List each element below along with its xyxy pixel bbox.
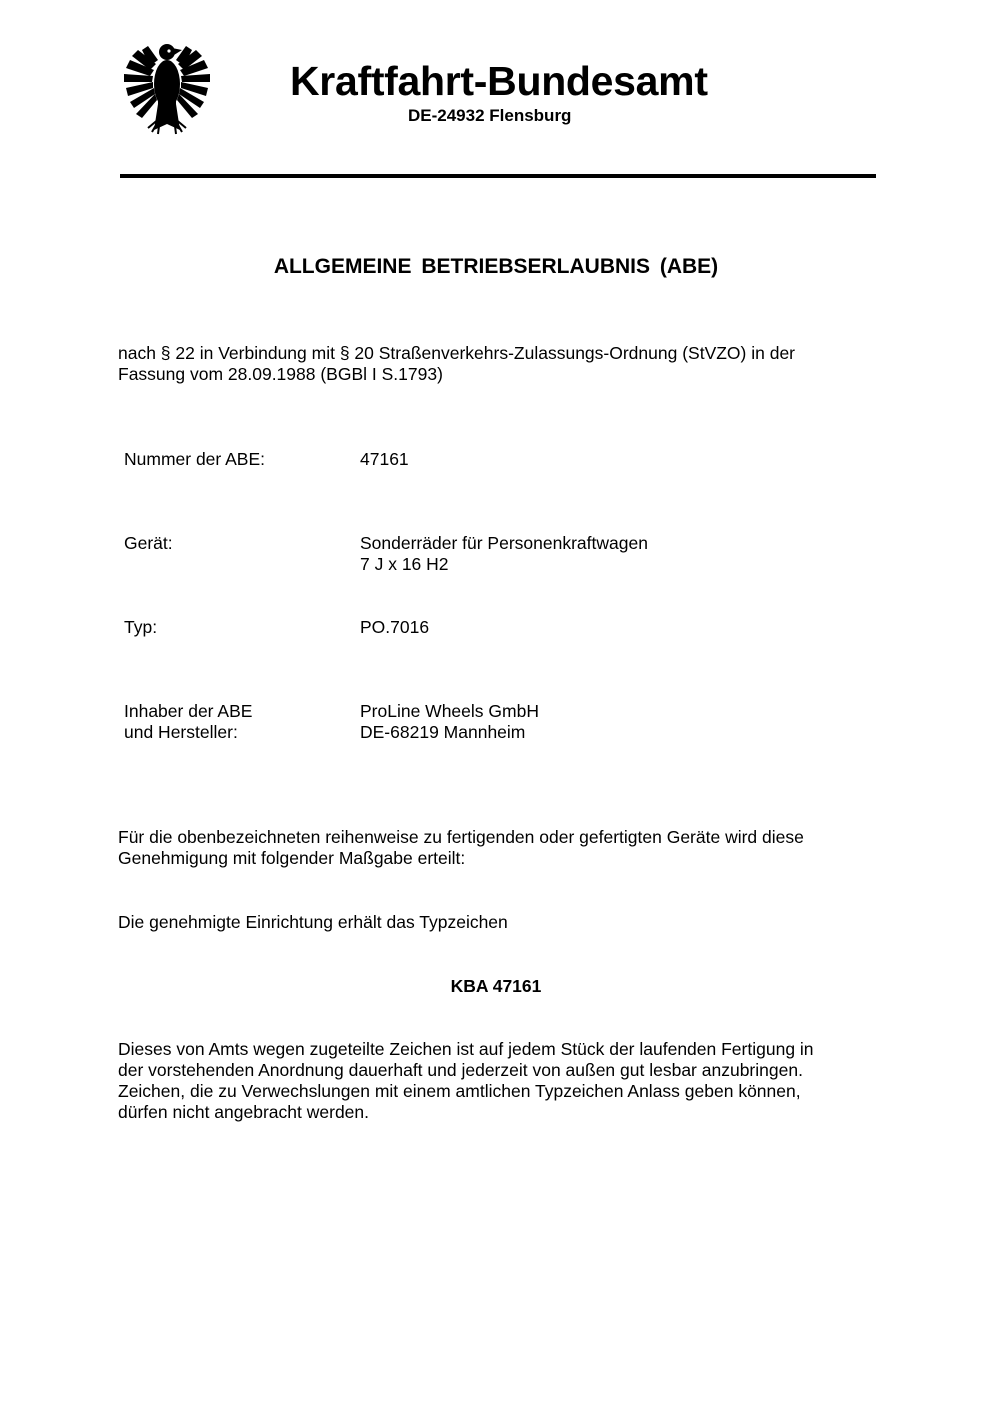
type-value: PO.7016: [360, 617, 430, 637]
abe-number-label: Nummer der ABE:: [124, 449, 266, 469]
document-title: ALLGEMEINE BETRIEBSERLAUBNIS (ABE): [273, 255, 719, 278]
type-label: Typ:: [124, 617, 158, 637]
marking-rules-line: dürfen nicht angebracht werden.: [118, 1102, 369, 1122]
marking-rules-line: Dieses von Amts wegen zugeteilte Zeichen ist auf jedem Stück der laufenden Fertigung in: [118, 1039, 814, 1059]
abe-number-value: 47161: [360, 449, 409, 469]
approval-line: Für die obenbezeichneten reihenweise zu fertigenden oder gefertigten Geräte wird diese: [118, 827, 804, 847]
type-mark-intro: Die genehmigte Einrichtung erhält das Typzeichen: [118, 912, 508, 932]
holder-value-line: DE-68219 Mannheim: [360, 722, 526, 742]
device-value: [360, 533, 648, 575]
federal-eagle-icon: [120, 40, 214, 138]
marking-rules-paragraph: [118, 1039, 878, 1123]
device-value-line: 7 J x 16 H2: [360, 554, 449, 574]
holder-label: [124, 701, 252, 743]
legal-basis-line: Fassung vom 28.09.1988 (BGBl I S.1793): [118, 364, 443, 384]
approval-paragraph: [118, 827, 878, 869]
approval-line: Genehmigung mit folgender Maßgabe erteilt:: [118, 848, 466, 868]
holder-value: [360, 701, 539, 743]
agency-address: DE-24932 Flensburg: [408, 106, 572, 125]
agency-name: Kraftfahrt-Bundesamt: [290, 58, 708, 104]
holder-value-line: ProLine Wheels GmbH: [360, 701, 539, 721]
holder-label-line: Inhaber der ABE: [124, 701, 253, 721]
holder-label-line: und Hersteller:: [124, 722, 238, 742]
device-value-line: Sonderräder für Personenkraftwagen: [360, 533, 648, 553]
marking-rules-line: Zeichen, die zu Verwechslungen mit einem amtlichen Typzeichen Anlass geben können,: [118, 1081, 801, 1101]
legal-basis-paragraph: [118, 343, 878, 385]
device-label: Gerät:: [124, 533, 173, 553]
legal-basis-line: nach § 22 in Verbindung mit § 20 Straßenverkehrs-Zulassungs-Ordnung (StVZO) in der: [118, 343, 796, 363]
header-divider: [120, 174, 876, 178]
type-mark: KBA 47161: [450, 976, 542, 996]
marking-rules-line: der vorstehenden Anordnung dauerhaft und jederzeit von außen gut lesbar anzubringen.: [118, 1060, 803, 1080]
